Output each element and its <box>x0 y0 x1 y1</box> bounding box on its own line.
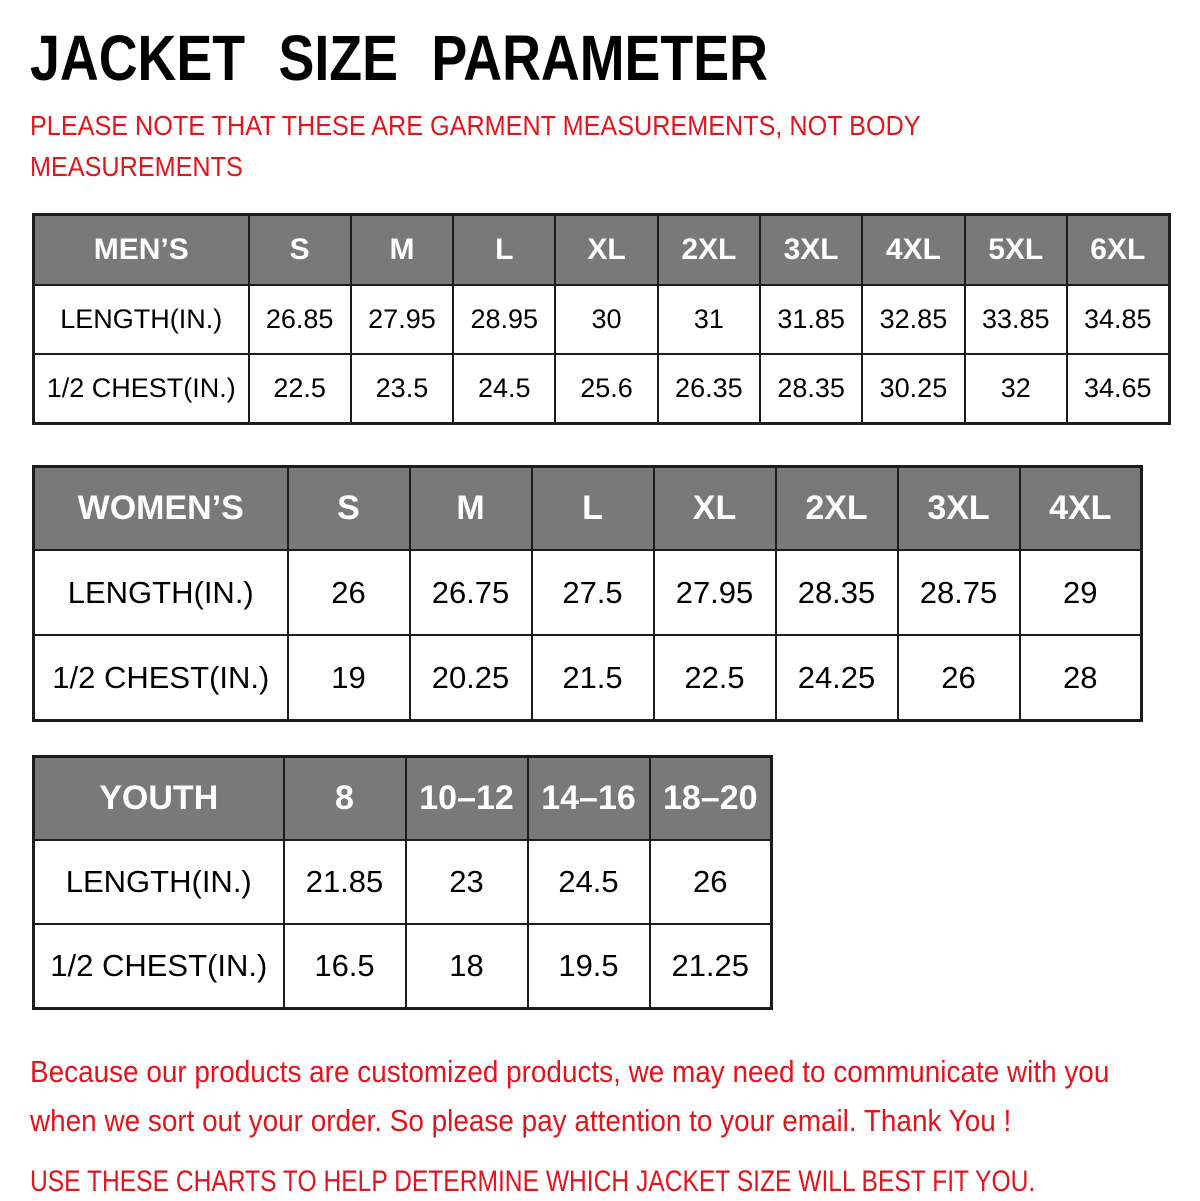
size-value-cell: 22.5 <box>654 635 776 721</box>
size-value-cell: 28.75 <box>898 550 1020 635</box>
table-title-cell: YOUTH <box>34 757 284 841</box>
womens-size-table <box>32 465 1143 722</box>
size-value-cell: 26.75 <box>410 550 532 635</box>
size-column-header: 2XL <box>776 467 898 551</box>
size-value-cell: 24.5 <box>528 840 650 924</box>
size-value-cell: 27.5 <box>532 550 654 635</box>
row-label: LENGTH(IN.) <box>34 840 284 924</box>
size-column-header: S <box>249 215 351 286</box>
customization-notice <box>30 1048 1110 1146</box>
page-title: JACKET SIZE PARAMETER <box>30 22 768 94</box>
table-title-cell: MEN’S <box>34 215 249 286</box>
notice-line-2: when we sort out your order. So please pay attention to your email. Thank You ! <box>30 1103 1012 1139</box>
note-line-2: MEASUREMENTS <box>30 150 243 182</box>
mens-size-table <box>32 213 1171 425</box>
size-value-cell: 26.85 <box>249 285 351 354</box>
size-column-header: 4XL <box>1020 467 1142 551</box>
size-value-cell: 26 <box>650 840 772 924</box>
size-column-header: 3XL <box>760 215 862 286</box>
size-column-header: 3XL <box>898 467 1020 551</box>
size-column-header: 5XL <box>965 215 1067 286</box>
size-value-cell: 26.35 <box>658 354 760 424</box>
size-value-cell: 28.95 <box>453 285 555 354</box>
size-value-cell: 24.5 <box>453 354 555 424</box>
row-label: 1/2 CHEST(IN.) <box>34 924 284 1009</box>
size-column-header: 10–12 <box>406 757 528 841</box>
size-value-cell: 23.5 <box>351 354 453 424</box>
size-column-header: 2XL <box>658 215 760 286</box>
size-column-header: L <box>453 215 555 286</box>
fit-advice-line: USE THESE CHARTS TO HELP DETERMINE WHICH JACKET SIZE WILL BEST FIT YOU. <box>30 1165 1036 1199</box>
table-row <box>34 354 1170 424</box>
size-value-cell: 21.85 <box>284 840 406 924</box>
table-row <box>34 635 1142 721</box>
table-header-row <box>34 215 1170 286</box>
size-column-header: 8 <box>284 757 406 841</box>
table-title-cell: WOMEN’S <box>34 467 288 551</box>
size-value-cell: 30 <box>555 285 657 354</box>
size-value-cell: 28 <box>1020 635 1142 721</box>
size-value-cell: 26 <box>288 550 410 635</box>
notice-line-1: Because our products are customized products, we may need to communicate with you <box>30 1054 1110 1090</box>
table-header-row <box>34 757 772 841</box>
table-row <box>34 550 1142 635</box>
size-column-header: 4XL <box>862 215 964 286</box>
size-value-cell: 24.25 <box>776 635 898 721</box>
note-line-1: PLEASE NOTE THAT THESE ARE GARMENT MEASUREMENTS, NOT BODY <box>30 110 921 141</box>
size-value-cell: 27.95 <box>351 285 453 354</box>
size-column-header: 14–16 <box>528 757 650 841</box>
row-label: 1/2 CHEST(IN.) <box>34 354 249 424</box>
size-value-cell: 21.5 <box>532 635 654 721</box>
size-column-header: 6XL <box>1067 215 1169 286</box>
size-value-cell: 28.35 <box>760 354 862 424</box>
size-value-cell: 18 <box>406 924 528 1009</box>
size-value-cell: 16.5 <box>284 924 406 1009</box>
table-row <box>34 285 1170 354</box>
size-value-cell: 19.5 <box>528 924 650 1009</box>
size-value-cell: 21.25 <box>650 924 772 1009</box>
table-row <box>34 924 772 1009</box>
size-value-cell: 29 <box>1020 550 1142 635</box>
size-column-header: M <box>351 215 453 286</box>
size-value-cell: 33.85 <box>965 285 1067 354</box>
size-value-cell: 34.65 <box>1067 354 1169 424</box>
size-column-header: XL <box>555 215 657 286</box>
size-value-cell: 30.25 <box>862 354 964 424</box>
youth-size-table <box>32 755 773 1010</box>
size-value-cell: 34.85 <box>1067 285 1169 354</box>
row-label: LENGTH(IN.) <box>34 285 249 354</box>
size-value-cell: 31.85 <box>760 285 862 354</box>
size-value-cell: 28.35 <box>776 550 898 635</box>
row-label: 1/2 CHEST(IN.) <box>34 635 288 721</box>
size-value-cell: 22.5 <box>249 354 351 424</box>
size-value-cell: 26 <box>898 635 1020 721</box>
table-header-row <box>34 467 1142 551</box>
row-label: LENGTH(IN.) <box>34 550 288 635</box>
size-value-cell: 20.25 <box>410 635 532 721</box>
size-value-cell: 25.6 <box>555 354 657 424</box>
table-row <box>34 840 772 924</box>
garment-measurement-note <box>30 106 1065 187</box>
size-column-header: 18–20 <box>650 757 772 841</box>
size-value-cell: 27.95 <box>654 550 776 635</box>
size-column-header: S <box>288 467 410 551</box>
size-column-header: XL <box>654 467 776 551</box>
size-value-cell: 32 <box>965 354 1067 424</box>
size-value-cell: 32.85 <box>862 285 964 354</box>
size-value-cell: 31 <box>658 285 760 354</box>
size-value-cell: 23 <box>406 840 528 924</box>
size-value-cell: 19 <box>288 635 410 721</box>
size-column-header: L <box>532 467 654 551</box>
size-column-header: M <box>410 467 532 551</box>
